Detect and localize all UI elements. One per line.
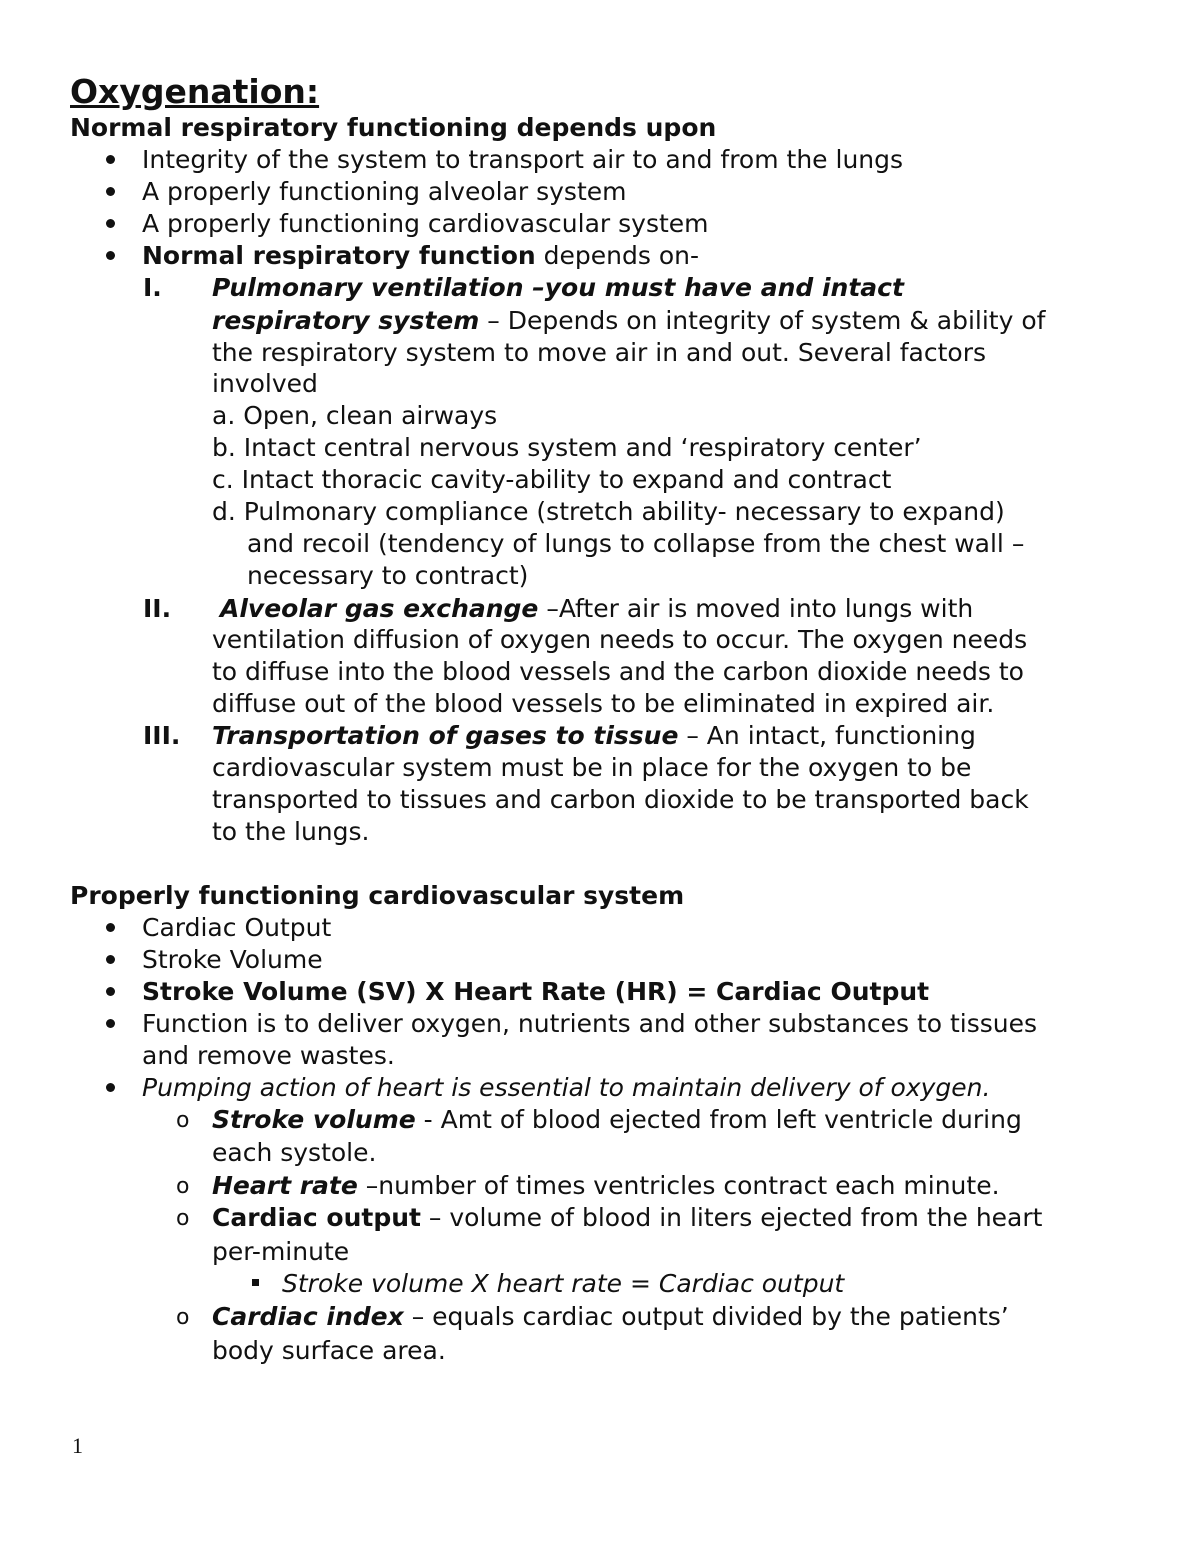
roman-item-line: to the lungs. [212, 817, 370, 846]
sub-item-bold: Cardiac output [212, 1203, 421, 1232]
roman-item-text: – Depends on integrity of system & ability of [479, 306, 1046, 335]
lettered-item: a. Open, clean airways [212, 401, 498, 430]
roman-item-text: –After air is moved into lungs with [538, 594, 974, 623]
sub-item-text: – volume of blood in liters ejected from the heart [420, 1203, 1043, 1232]
roman-numeral: II. [143, 594, 172, 623]
roman-item-line: transported to tissues and carbon dioxide to be transported back [212, 785, 1029, 814]
section-heading-respiratory: Normal respiratory functioning depends upon [70, 113, 717, 142]
bullet-icon [106, 1083, 115, 1092]
roman-numeral: I. [143, 273, 162, 302]
list-item [142, 240, 699, 272]
sub-item-cont: per-minute [212, 1237, 350, 1266]
bullet-icon [106, 219, 115, 228]
bullet-icon [106, 923, 115, 932]
list-item: Integrity of the system to transport air to and from the lungs [142, 145, 904, 174]
page-number: 1 [72, 1433, 83, 1458]
list-item: A properly functioning alveolar system [142, 177, 627, 206]
roman-item-line: cardiovascular system must be in place for the oxygen to be [212, 753, 972, 782]
sub-item-cont: body surface area. [212, 1336, 446, 1365]
sub-item-text: –number of times ventricles contract each minute. [357, 1171, 1000, 1200]
lettered-item: c. Intact thoracic cavity-ability to expand and contract [212, 465, 892, 494]
bullet-icon [106, 187, 115, 196]
list-item-bold: Normal respiratory function [142, 241, 536, 270]
page-title: Oxygenation: [70, 72, 320, 111]
bullet-icon [106, 955, 115, 964]
section-heading-cardiovascular: Properly functioning cardiovascular system [70, 881, 685, 910]
circle-bullet-icon: o [176, 1305, 190, 1330]
roman-item-line: to diffuse into the blood vessels and the carbon dioxide needs to [212, 657, 1024, 686]
list-item-text: depends on- [535, 241, 699, 270]
sub-item [212, 1301, 1009, 1333]
roman-item-line: ventilation diffusion of oxygen needs to occur. The oxygen needs [212, 625, 1028, 654]
list-item: Pumping action of heart is essential to maintain delivery of oxygen. [142, 1073, 991, 1102]
roman-item-bold: Alveolar gas exchange [220, 594, 539, 623]
circle-bullet-icon: o [176, 1174, 190, 1199]
lettered-item: b. Intact central nervous system and ‘respiratory center’ [212, 433, 922, 462]
circle-bullet-icon: o [176, 1108, 190, 1133]
sub-item-text: - Amt of blood ejected from left ventricle during [415, 1105, 1022, 1134]
sub-sub-item: Stroke volume X heart rate = Cardiac output [282, 1269, 845, 1298]
sub-item [212, 1202, 1042, 1234]
roman-item-bold: Transportation of gases to tissue [212, 721, 679, 750]
sub-item-text: – equals cardiac output divided by the patients’ [403, 1302, 1009, 1331]
list-item-cont: and remove wastes. [142, 1041, 395, 1070]
roman-item-line: the respiratory system to move air in and out. Several factors [212, 338, 987, 367]
list-item: Stroke Volume [142, 945, 323, 974]
roman-item-line: diffuse out of the blood vessels to be eliminated in expired air. [212, 689, 995, 718]
sub-item-bold: Heart rate [212, 1171, 358, 1200]
roman-numeral: III. [143, 721, 181, 750]
roman-item-line: Pulmonary ventilation –you must have and intact [212, 273, 904, 302]
roman-item-line [220, 593, 973, 625]
sub-item [212, 1170, 1000, 1202]
list-item: Function is to deliver oxygen, nutrients and other substances to tissues [142, 1009, 1038, 1038]
bullet-icon [106, 987, 115, 996]
lettered-item-cont: and recoil (tendency of lungs to collapse from the chest wall – [247, 529, 1025, 558]
list-item: Cardiac Output [142, 913, 332, 942]
list-item: A properly functioning cardiovascular system [142, 209, 709, 238]
roman-item-text: – An intact, functioning [678, 721, 976, 750]
bullet-icon [106, 1019, 115, 1028]
sub-item-bold: Stroke volume [212, 1105, 416, 1134]
circle-bullet-icon: o [176, 1206, 190, 1231]
roman-item-bold: respiratory system [212, 306, 480, 335]
list-item: Stroke Volume (SV) X Heart Rate (HR) = Cardiac Output [142, 977, 930, 1006]
lettered-item: d. Pulmonary compliance (stretch ability- necessary to expand) [212, 497, 1005, 526]
sub-item-bold: Cardiac index [212, 1302, 404, 1331]
bullet-icon [106, 251, 115, 260]
roman-item-line: involved [212, 369, 318, 398]
lettered-item-cont: necessary to contract) [247, 561, 529, 590]
roman-item-line [212, 305, 1045, 337]
bullet-icon [106, 155, 115, 164]
roman-item-line [212, 720, 976, 752]
square-bullet-icon [252, 1279, 259, 1286]
sub-item [212, 1104, 1022, 1136]
sub-item-cont: each systole. [212, 1138, 377, 1167]
